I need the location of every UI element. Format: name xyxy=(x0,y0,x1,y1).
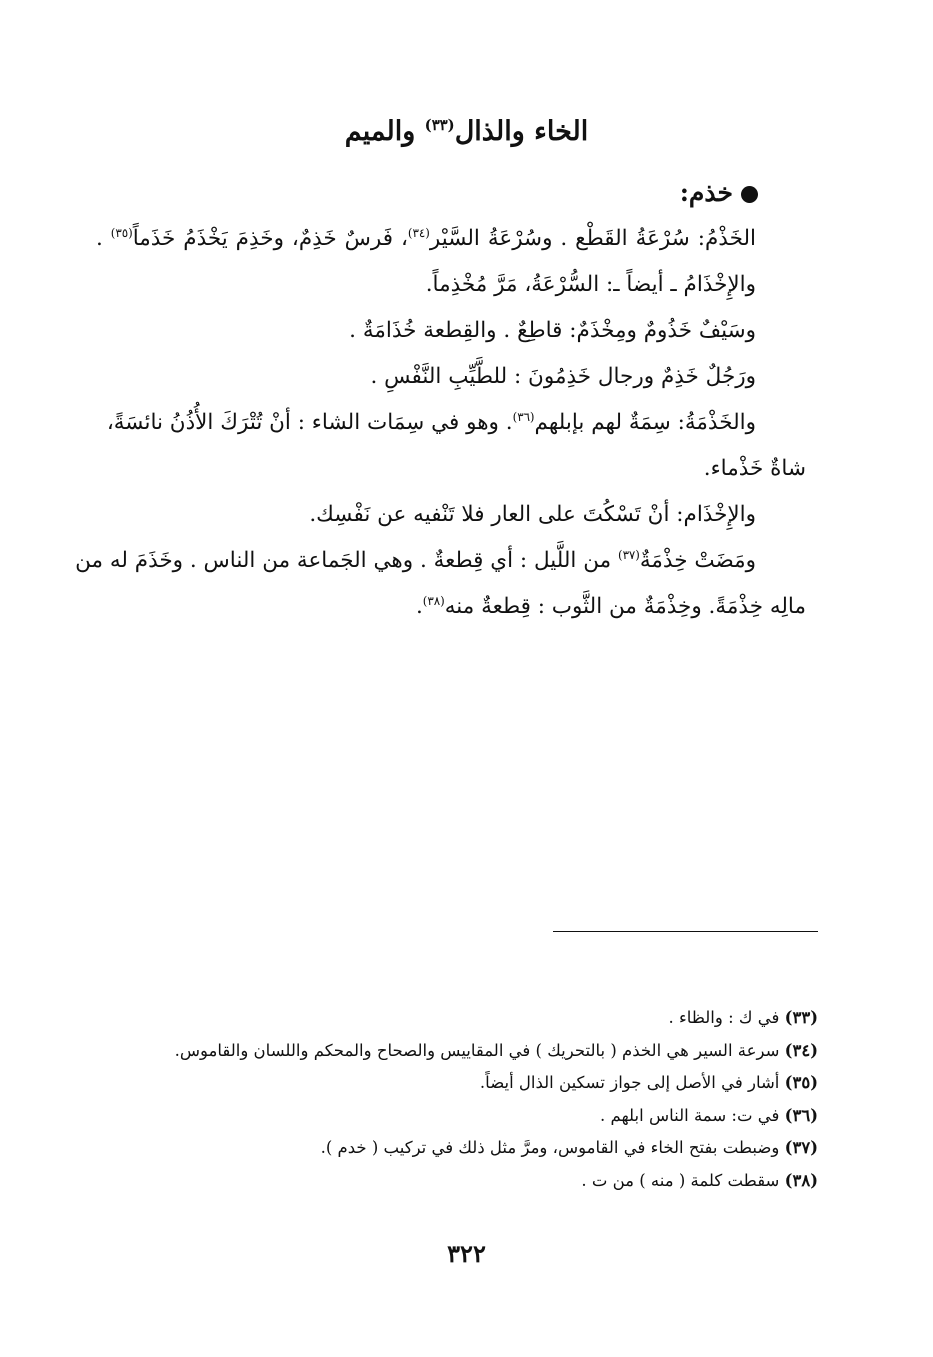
footnote-number: (٣٥) xyxy=(784,1073,818,1092)
footnote-text: في ت: سمة الناس ابلهم . xyxy=(599,1105,785,1125)
footnote-number: (٣٤) xyxy=(784,1040,818,1060)
bullet-icon xyxy=(741,186,758,203)
footnote-ref: (٣٣) xyxy=(424,116,455,134)
footnote-number: (٣٣) xyxy=(784,1008,818,1027)
footnote xyxy=(98,1165,818,1198)
footnote-number: (٣٨) xyxy=(784,1170,818,1190)
footnotes xyxy=(98,1002,818,1197)
footnote xyxy=(98,1002,818,1035)
footnote xyxy=(98,1067,818,1100)
footnote-ref: (٣٧) xyxy=(617,547,640,562)
page-number: ٣٢٢ xyxy=(447,1239,486,1268)
footnote xyxy=(98,1035,818,1068)
footnote-number: (٣٦) xyxy=(784,1105,818,1125)
body-line: مالِه خِذْمَةً. وخِذْمَةٌ من الثَّوب : قِطعةٌ منه$^{(٣٨)}$. xyxy=(415,593,806,619)
chapter-heading-text: الخاء والذال xyxy=(454,116,589,147)
footnote-ref: (٣٦) xyxy=(512,409,535,424)
body-line: الخَذْمُ: سُرْعَةُ القَطْع . وسُرْعَةُ السَّيْر$^{(٣٤)}$، فَرسٌ خَذِمٌ، وخَذِمَ يَخْذَمُ خَذَماً$^{(٣٥)}$ . xyxy=(96,225,756,251)
footnote-divider xyxy=(553,931,818,932)
footnote-text: وضبطت بفتح الخاء في القاموس، ومرَّ مثل ذلك في تركيب ( خدم ). xyxy=(320,1138,785,1157)
body-line: والإِخْذَامُ ـ أيضاً ـ: السُّرْعَةُ، مَرَّ مُخْذِماً. xyxy=(425,272,756,297)
footnote-text: سرعة السير هي الخذم ( بالتحريك ) في المقاييس والصحاح والمحكم واللسان والقاموس. xyxy=(174,1040,785,1060)
footnote-ref: (٣٥) xyxy=(110,225,133,240)
body-line: والإِخْذَام: أنْ تَسْكُتَ على العار فلا تَنْفيه عن نَفْسِك. xyxy=(309,502,756,527)
footnote-ref: (٣٤) xyxy=(407,225,430,240)
footnote-text: في ك : والظاء . xyxy=(668,1008,785,1027)
footnote-ref: (٣٨) xyxy=(422,593,445,608)
body-line: شاةٌ خَذْماء. xyxy=(703,456,806,481)
footnote-text: سقطت كلمة ( منه ) من ت . xyxy=(581,1170,785,1190)
entry-headword xyxy=(680,174,758,212)
headword-text: خذم: xyxy=(679,178,733,207)
entry-body xyxy=(75,216,806,630)
body-line: والخَذْمَةُ: سِمَةٌ لهم بإبلهم$^{(٣٦)}$. وهو في سِمَات الشاء : أنْ تُتْرَكَ الأُذُنُ نائسَةً، xyxy=(106,409,756,435)
footnote xyxy=(98,1100,818,1133)
chapter-heading xyxy=(0,112,933,152)
body-line: ورَجُلٌ خَذِمٌ ورجال خَذِمُونَ : للطَّيِّبِ النَّفْسِ . xyxy=(370,364,756,389)
body-line: ومَضَتْ خِذْمَةٌ$^{(٣٧)}$ من اللَّيل : أي قِطعةٌ . وهي الجَماعة من الناس . وخَذَمَ له من xyxy=(75,547,756,573)
body-line: وسَيْفٌ خَذُومٌ ومِخْذَمٌ: قاطِعٌ . والقِطعة خُذَامَةٌ . xyxy=(349,318,756,343)
footnote xyxy=(98,1132,818,1165)
footnote-text: أشار في الأصل إلى جواز تسكين الذال أيضاً. xyxy=(479,1073,785,1092)
chapter-heading-text-end: والميم xyxy=(344,116,425,147)
footnote-number: (٣٧) xyxy=(784,1138,818,1157)
